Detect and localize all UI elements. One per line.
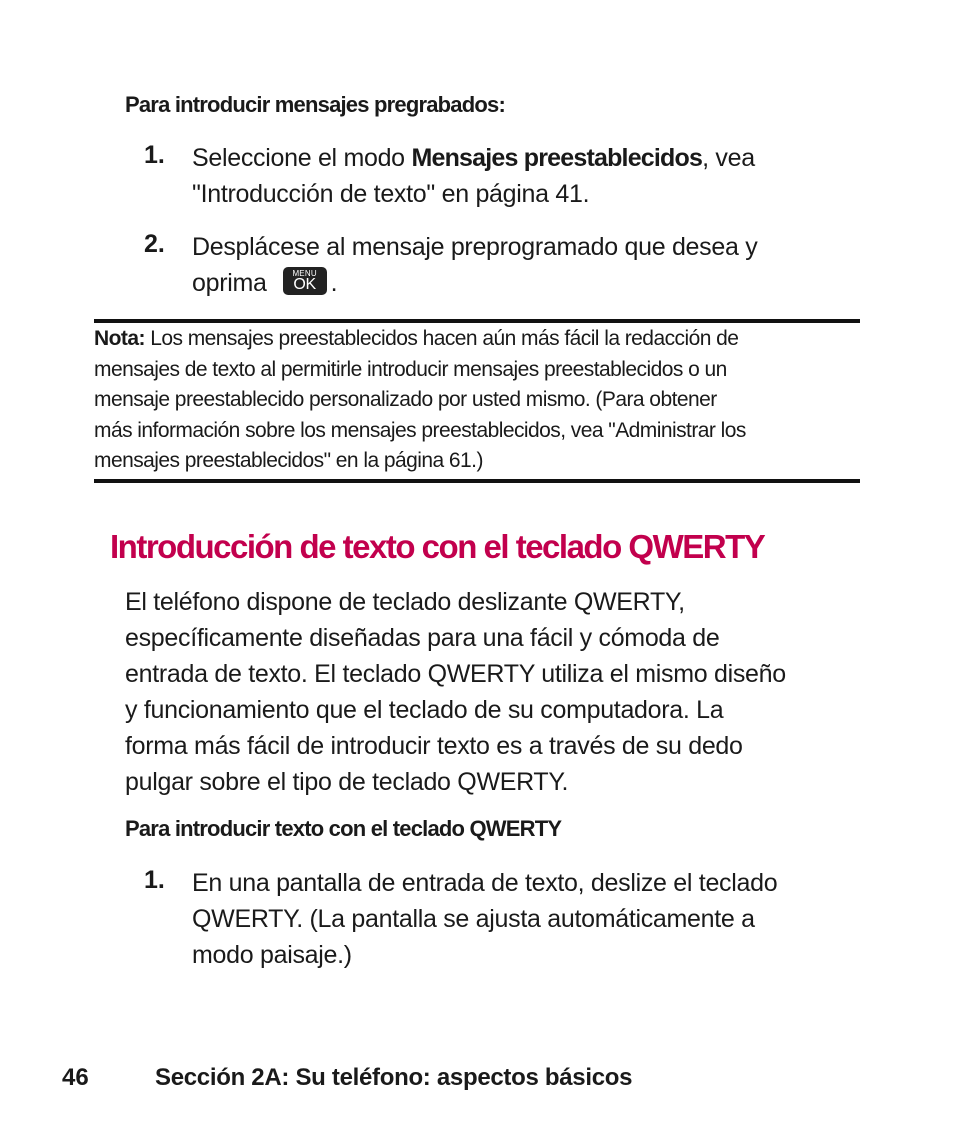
- step-1-bold-mode: Mensajes preestablecidos: [411, 144, 703, 172]
- note-line-3: mensaje preestablecido personalizado por usted mismo. (Para obtener: [94, 388, 717, 411]
- page-number: 46: [62, 1064, 89, 1091]
- paragraph-line-5: forma más fácil de introducir texto es a través de su dedo: [125, 732, 743, 760]
- qwerty-step-line-2: QWERTY. (La pantalla se ajusta automáticamente a: [192, 905, 755, 933]
- step-2-line2: [192, 265, 852, 301]
- note-line-4: más información sobre los mensajes preestablecidos, vea "Administrar los: [94, 418, 746, 442]
- note-text: [94, 324, 864, 477]
- step-1-text-before: Seleccione el modo: [192, 144, 412, 172]
- step-number: 1.: [144, 141, 165, 169]
- key-ok-label: OK: [293, 276, 316, 293]
- step-2-line1: Desplácese al mensaje preprogramado que desea y: [192, 233, 758, 261]
- subheading-pregrabados: Para introducir mensajes pregrabados:: [125, 92, 505, 117]
- menu-ok-key-icon: [283, 267, 327, 295]
- step-2-text: [192, 229, 852, 301]
- qwerty-step-line-1: En una pantalla de entrada de texto, deslize el teclado: [192, 869, 778, 897]
- qwerty-step-1-text: [192, 865, 862, 973]
- qwerty-step-line-3: modo paisaje.): [192, 941, 352, 969]
- paragraph-line-3: entrada de texto. El teclado QWERTY utiliza el mismo diseño: [125, 660, 786, 688]
- step-1-line2: "Introducción de texto" en página 41.: [192, 180, 590, 208]
- note-line-2: mensajes de texto al permitirle introducir mensajes preestablecidos o un: [94, 357, 727, 381]
- step-number: 1.: [144, 866, 165, 894]
- note-line-5: mensajes preestablecidos" en la página 61.): [94, 449, 483, 472]
- section-title-qwerty: Introducción de texto con el teclado QWERTY: [110, 528, 765, 565]
- step-1-text-after: , vea: [702, 144, 755, 172]
- subheading-qwerty: Para introducir texto con el teclado QWERTY: [125, 816, 562, 841]
- paragraph-line-6: pulgar sobre el tipo de teclado QWERTY.: [125, 768, 569, 796]
- paragraph-line-2: específicamente diseñadas para una fácil y cómoda de: [125, 624, 720, 652]
- step-2-oprima: oprima: [192, 269, 267, 297]
- note-label: Nota:: [94, 327, 145, 350]
- step-number: 2.: [144, 230, 165, 258]
- step-1-line1: [192, 140, 852, 176]
- step-2-period: .: [330, 269, 338, 297]
- step-1-text: [192, 140, 852, 212]
- note-line: [94, 324, 864, 355]
- paragraph-line-4: y funcionamiento que el teclado de su computadora. La: [125, 696, 724, 724]
- note-line-1: Los mensajes preestablecidos hacen aún más fácil la redacción de: [150, 327, 739, 350]
- qwerty-paragraph: [125, 584, 865, 800]
- paragraph-line-1: El teléfono dispone de teclado deslizante QWERTY,: [125, 588, 685, 616]
- key-menu-label: MENU: [292, 269, 317, 278]
- footer-section-title: Sección 2A: Su teléfono: aspectos básicos: [155, 1064, 633, 1091]
